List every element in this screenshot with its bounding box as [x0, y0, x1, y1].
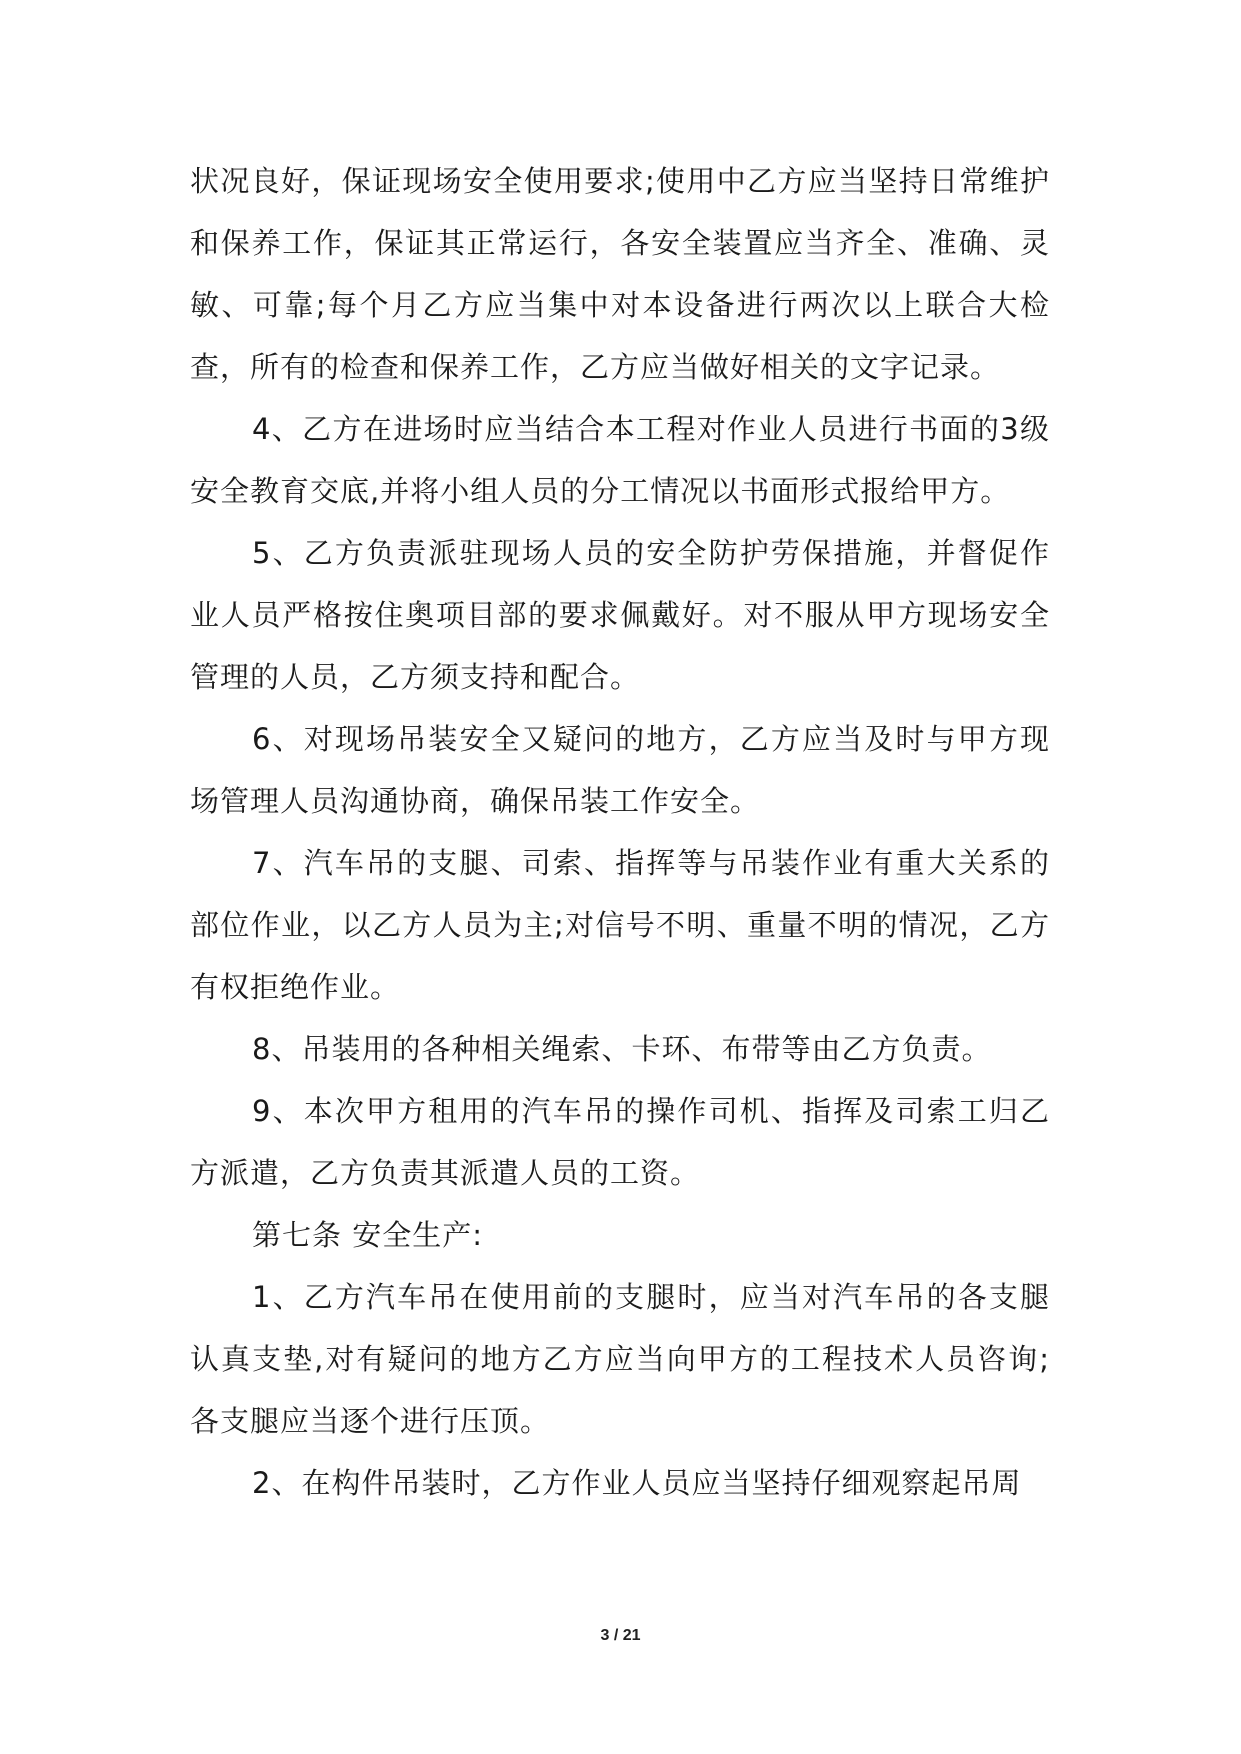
paragraph-item-8: 8、吊装用的各种相关绳索、卡环、布带等由乙方负责。: [252, 1032, 992, 1066]
section-heading-article-7: 第七条 安全生产:: [252, 1218, 483, 1252]
document-body: [190, 150, 1050, 1514]
paragraph-article-7-item-2: 2、在构件吊装时，乙方作业人员应当坚持仔细观察起吊周: [252, 1466, 1022, 1500]
paragraph-item-9: 9、本次甲方租用的汽车吊的操作司机、指挥及司索工归乙方派遣，乙方负责其派遣人员的工资。: [190, 1094, 1050, 1190]
paragraph-equipment-maintenance: 状况良好，保证现场安全使用要求;使用中乙方应当坚持日常维护和保养工作，保证其正常运行，各安全装置应当齐全、准确、灵敏、可靠;每个月乙方应当集中对本设备进行两次以上联合大检查，所有的检查和保养工作，乙方应当做好相关的文字记录。: [190, 164, 1050, 384]
paragraph-item-6: 6、对现场吊装安全又疑问的地方，乙方应当及时与甲方现场管理人员沟通协商，确保吊装工作安全。: [190, 722, 1050, 818]
paragraph-item-7: 7、汽车吊的支腿、司索、指挥等与吊装作业有重大关系的部位作业，以乙方人员为主;对信号不明、重量不明的情况，乙方有权拒绝作业。: [190, 846, 1050, 1004]
paragraph-article-7-item-1: 1、乙方汽车吊在使用前的支腿时，应当对汽车吊的各支腿认真支垫,对有疑问的地方乙方应当向甲方的工程技术人员咨询;各支腿应当逐个进行压顶。: [190, 1280, 1050, 1438]
paragraph-item-5: 5、乙方负责派驻现场人员的安全防护劳保措施，并督促作业人员严格按住奥项目部的要求佩戴好。对不服从甲方现场安全管理的人员，乙方须支持和配合。: [190, 536, 1050, 694]
page-number: 3 / 21: [600, 1627, 641, 1644]
paragraph-item-4: 4、乙方在进场时应当结合本工程对作业人员进行书面的3级安全教育交底,并将小组人员的分工情况以书面形式报给甲方。: [190, 412, 1050, 508]
